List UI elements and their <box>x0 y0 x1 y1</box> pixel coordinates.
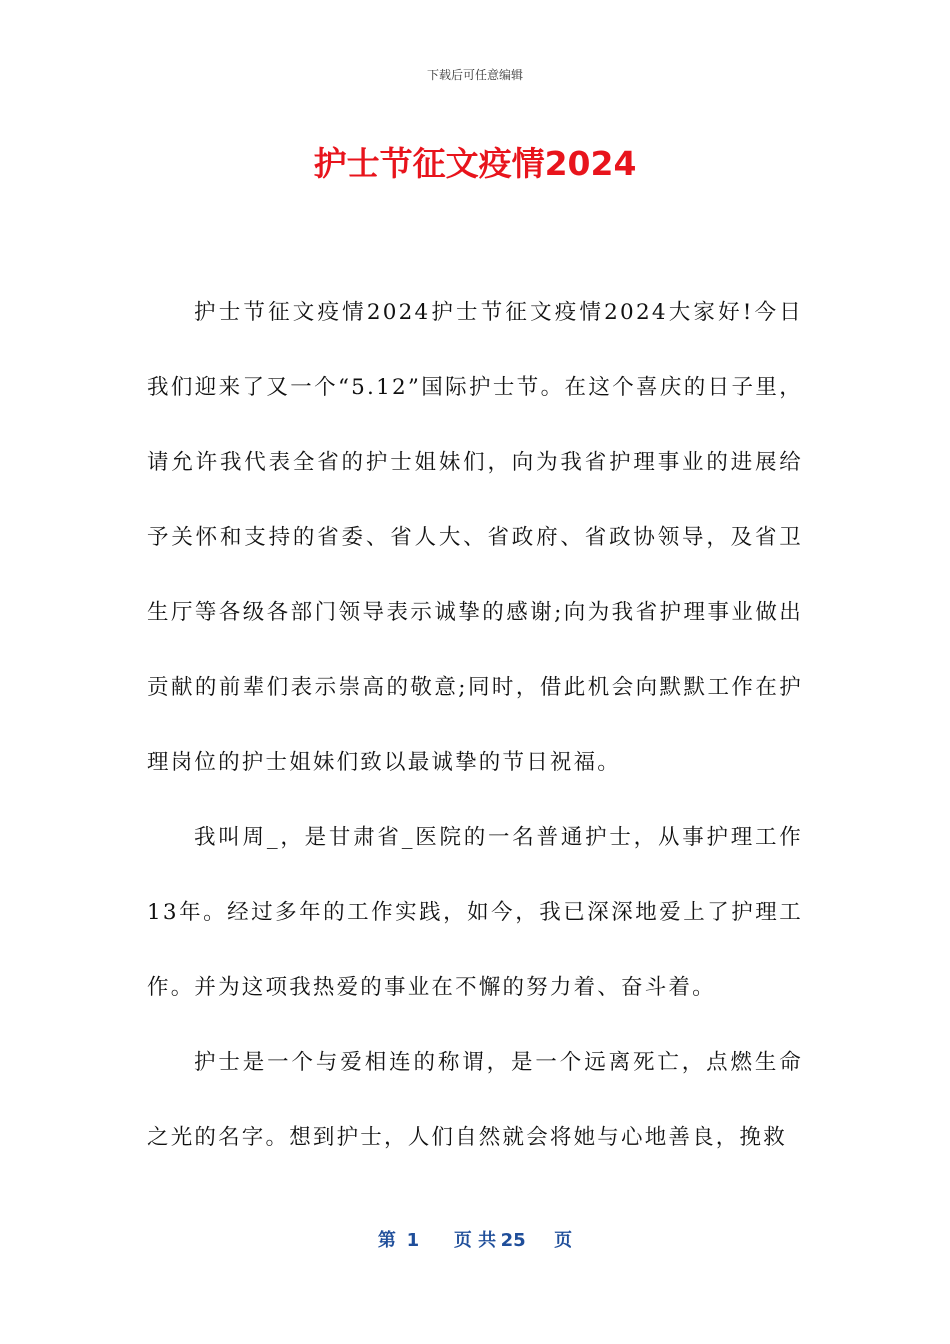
header-note: 下载后可任意编辑 <box>426 68 523 82</box>
document-title: 护士节征文疫情2024 <box>313 144 637 183</box>
footer-total-pages: 25 <box>500 1230 526 1251</box>
footer-current-page: 1 <box>406 1230 420 1251</box>
page-footer <box>0 1226 950 1252</box>
footer-prefix: 第 <box>377 1230 396 1251</box>
paragraph-1: 护士节征文疫情2024护士节征文疫情2024大家好!今日我们迎来了又一个“5.12”国际护士节。在这个喜庆的日子里，请允许我代表全省的护士姐妹们，向为我省护理事业的进展给予关怀和支持的省委、省人大、省政府、省政协领导，及省卫生厅等各级各部门领导表示诚挚的感谢;向为我省护理事业做出贡献的前辈们表示崇高的敬意;同时，借此机会向默默工作在护理岗位的护士姐妹们致以最诚挚的节日祝福。 <box>147 300 803 775</box>
footer-middle: 页 共 <box>453 1230 497 1251</box>
document-body <box>147 275 803 1175</box>
paragraph-2: 我叫周_，是甘肃省_医院的一名普通护士，从事护理工作13年。经过多年的工作实践，如今，我已深深地爱上了护理工作。并为这项我热爱的事业在不懈的努力着、奋斗着。 <box>147 825 803 1000</box>
paragraph-3: 护士是一个与爱相连的称谓，是一个远离死亡，点燃生命之光的名字。想到护士，人们自然就会将她与心地善良，挽救 <box>147 1050 803 1150</box>
footer-suffix: 页 <box>554 1230 573 1251</box>
